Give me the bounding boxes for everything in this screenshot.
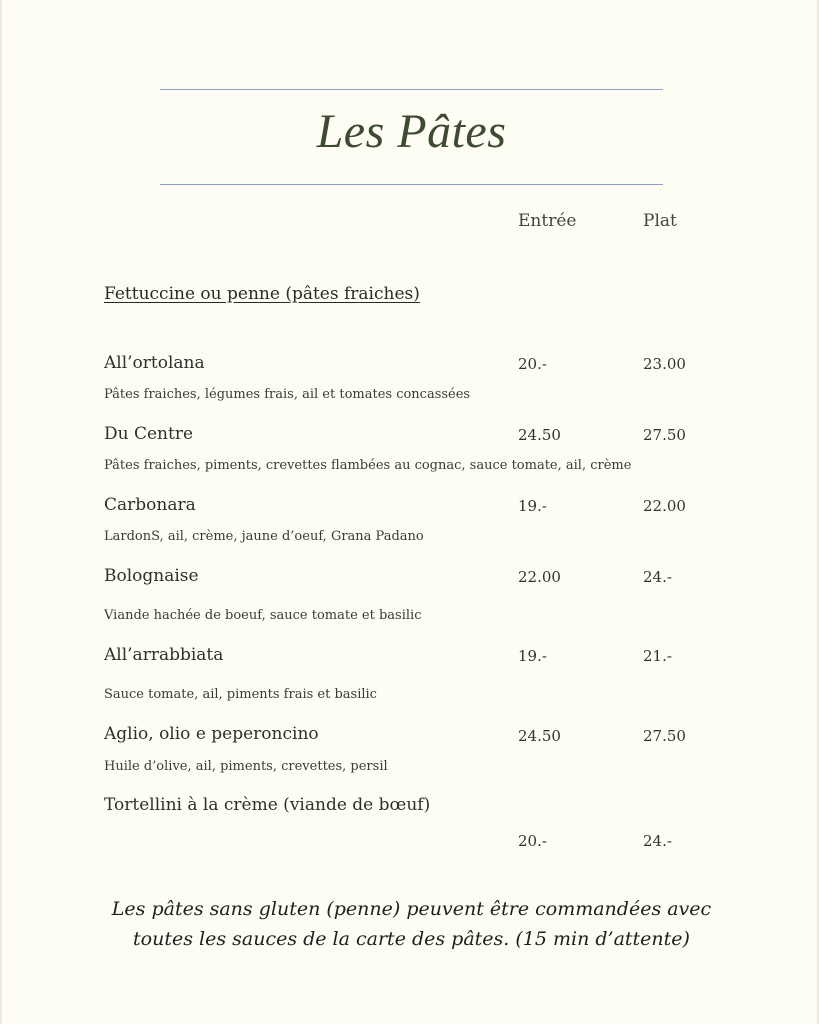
dish-price-plat: 27.50 bbox=[643, 727, 686, 745]
dish-name: Bolognaise bbox=[104, 566, 199, 586]
dish-description: Sauce tomate, ail, piments frais et basilic bbox=[104, 687, 377, 702]
dish-price-plat: 22.00 bbox=[643, 497, 686, 515]
dish-price-entree: 24.50 bbox=[518, 426, 561, 444]
dish-name: Carbonara bbox=[104, 495, 196, 515]
dish-price-plat: 24.- bbox=[643, 832, 672, 850]
dish-name: Tortellini à la crème (viande de bœuf) bbox=[104, 795, 431, 815]
dish-price-entree: 24.50 bbox=[518, 727, 561, 745]
dish-description: Viande hachée de boeuf, sauce tomate et basilic bbox=[104, 608, 422, 623]
dish-name: All’ortolana bbox=[104, 353, 205, 373]
dish-description: LardonS, ail, crème, jaune d’oeuf, Grana Padano bbox=[104, 529, 424, 544]
dish-price-plat: 24.- bbox=[643, 568, 672, 586]
column-header-plat: Plat bbox=[643, 211, 677, 231]
dish-description: Huile d’olive, ail, piments, crevettes, persil bbox=[104, 759, 388, 774]
page-title: Les Pâtes bbox=[316, 105, 507, 158]
dish-price-entree: 20.- bbox=[518, 355, 547, 373]
dish-description: Pâtes fraiches, piments, crevettes flambées au cognac, sauce tomate, ail, crème bbox=[104, 458, 632, 473]
dish-name: Aglio, olio e peperoncino bbox=[104, 724, 319, 744]
dish-price-plat: 21.- bbox=[643, 647, 672, 665]
dish-price-entree: 19.- bbox=[518, 647, 547, 665]
title-divider bbox=[160, 184, 663, 185]
dish-description: Pâtes fraiches, légumes frais, ail et tomates concassées bbox=[104, 387, 471, 402]
dish-price-entree: 22.00 bbox=[518, 568, 561, 586]
dish-price-entree: 20.- bbox=[518, 832, 547, 850]
dish-price-plat: 27.50 bbox=[643, 426, 686, 444]
column-header-entree: Entrée bbox=[518, 211, 577, 231]
section-title: Fettuccine ou penne (pâtes fraiches) bbox=[104, 284, 420, 304]
dish-price-entree: 19.- bbox=[518, 497, 547, 515]
dish-price-plat: 23.00 bbox=[643, 355, 686, 373]
dish-name: All’arrabbiata bbox=[104, 645, 224, 665]
gluten-free-note: Les pâtes sans gluten (penne) peuvent être commandées avec toutes les sauces de la carte des pâtes. (15 min d’attente) bbox=[111, 898, 712, 950]
dish-name: Du Centre bbox=[104, 424, 194, 444]
top-divider bbox=[160, 89, 663, 90]
